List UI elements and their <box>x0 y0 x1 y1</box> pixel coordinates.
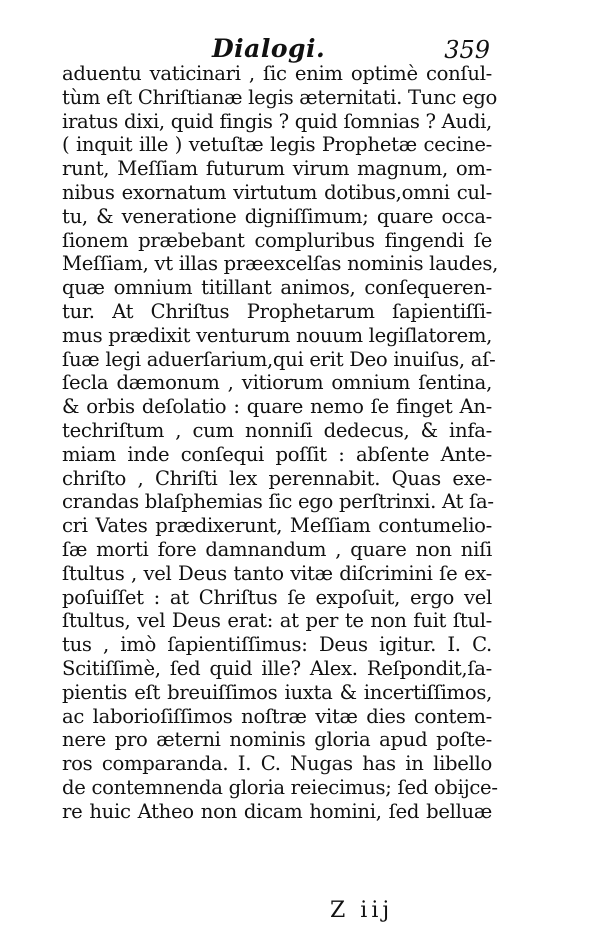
text-line: ſecla dæmonum , vitiorum omnium ſentina, <box>62 371 492 395</box>
text-line: crandas blaſphemias ſic ego perſtrinxi. At ſa- <box>62 490 494 514</box>
text-line: chriſto , Chriſti lex perennabit. Quas exe- <box>62 466 492 490</box>
page-number: 359 <box>444 36 490 64</box>
text-line: nere pro æterni nominis gloria apud poſte- <box>62 728 492 752</box>
text-line: tur. At Chriſtus Prophetarum ſapientiſſi- <box>62 299 492 323</box>
text-line: Scitiſſimè, ſed quid ille? Alex. Reſpondit,ſa- <box>62 656 492 680</box>
body-text <box>62 62 499 824</box>
text-line: ſtultus, vel Deus erat: at per te non fuit ſtul- <box>62 609 492 633</box>
text-line: mus prædixit venturum nouum legiſlatorem, <box>62 323 493 347</box>
running-title: Dialogi. <box>212 34 326 63</box>
text-line: tus , imò ſapientiſſimus: Deus igitur. I. C. <box>62 633 492 657</box>
text-line: tu, & veneratione digniſſimum; quare occa- <box>62 204 492 228</box>
text-line: ſtultus , vel Deus tanto vitæ diſcrimini ſe ex- <box>62 561 492 585</box>
text-line: ſionem præbebant compluribus fingendi ſe <box>62 228 492 252</box>
text-line: ſæ morti fore damnandum , quare non niſi <box>62 537 492 561</box>
text-line: ros comparanda. I. C. Nugas has in libello <box>62 752 492 776</box>
text-line: ( inquit ille ) vetuſtæ legis Prophetæ cecine- <box>62 133 492 157</box>
text-line: nibus exornatum virtutum dotibus,omni cul- <box>62 180 492 204</box>
text-line: tùm eſt Chriſtianæ legis æternitati. Tunc ego <box>62 85 498 109</box>
text-line: miam inde conſequi poſſit : abſente Ante- <box>62 442 492 466</box>
text-line: techriſtum , cum nonniſi dedecus, & infa- <box>62 418 492 442</box>
text-line: quæ omnium titillant animos, conſequeren- <box>62 276 492 300</box>
text-line: Meſſiam, vt illas præexcelſas nominis laudes, <box>62 252 499 276</box>
text-line: ſuæ legi aduerſarium,qui erit Deo inuiſus, aſ- <box>62 347 496 371</box>
text-line: de contemnenda gloria reiecimus; ſed obijce- <box>62 775 498 799</box>
text-line: ac laborioſiſſimos noſtræ vitæ dies contem- <box>62 704 492 728</box>
text-line: cri Vates prædixerunt, Meſſiam contumelio- <box>62 514 492 538</box>
text-line: & orbis deſolatio : quare nemo ſe finget An- <box>62 395 492 419</box>
text-line: pientis eſt breuiſſimos iuxta & incertiſſimos, <box>62 680 492 704</box>
text-line: re huic Atheo non dicam homini, ſed belluæ <box>62 799 492 823</box>
signature-mark: Z iij <box>330 898 394 923</box>
text-line: poſuiſſet : at Chriſtus ſe expoſuit, ergo vel <box>62 585 492 609</box>
text-line: iratus dixi, quid fingis ? quid ſomnias ? Audi, <box>62 109 492 133</box>
text-line: aduentu vaticinari , ſic enim optimè conſul- <box>62 62 492 85</box>
text-line: runt, Meſſiam futurum virum magnum, om- <box>62 157 492 181</box>
